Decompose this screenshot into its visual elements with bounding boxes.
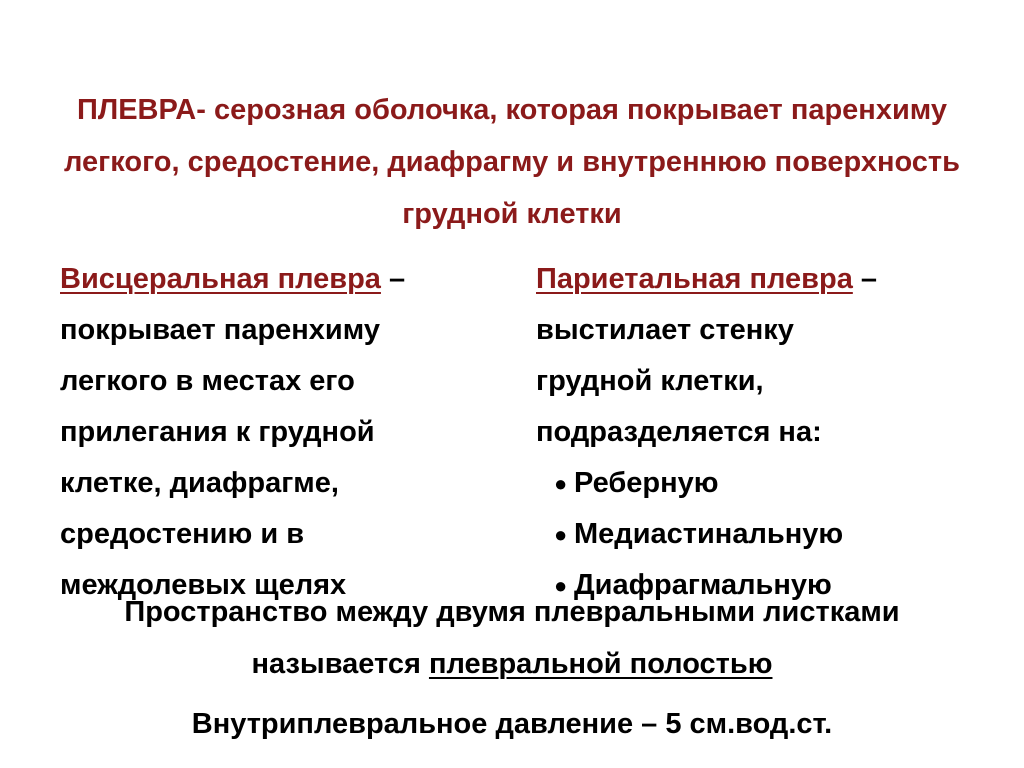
visceral-heading (60, 254, 500, 305)
list-item-label: Медиастинальную (574, 518, 844, 550)
title-term: ПЛЕВРА- (77, 94, 206, 126)
title-text: серозная оболочка, которая покрывает паренхиму легкого, средостение, диафрагму и внутреннюю поверхность грудной клетки (64, 94, 960, 230)
parietal-line: подразделяется на: (536, 416, 822, 448)
list-item-label: Диафрагмальную (574, 569, 832, 601)
visceral-line: покрывает паренхиму (60, 314, 380, 346)
visceral-line: легкого в местах его (60, 365, 355, 397)
parietal-line: грудной клетки, (536, 365, 764, 397)
intrapleural-pressure: Внутриплевральное давление – 5 см.вод.ст. (191, 708, 833, 740)
visceral-line: клетке, диафрагме, (60, 467, 339, 499)
slide-title (60, 84, 964, 240)
visceral-line: прилегания к грудной (60, 416, 375, 448)
visceral-line: средостению и в (60, 518, 305, 550)
cavity-term: плевральной полостью (428, 648, 773, 680)
visceral-line: междолевых щелях (60, 569, 347, 601)
list-item-label: Реберную (574, 467, 719, 499)
parietal-heading (536, 254, 976, 305)
pleural-cavity-definition (60, 586, 964, 690)
visceral-dash: – (380, 263, 406, 295)
parietal-line: выстилает стенку (536, 314, 794, 346)
parietal-pleura-block (536, 254, 976, 611)
cavity-text: Пространство между двумя плевральными листками называется (124, 596, 900, 680)
visceral-pleura-block (60, 254, 500, 611)
parietal-term: Париетальная плевра (536, 263, 853, 295)
bullet-icon: ● (554, 573, 568, 598)
list-item (536, 509, 976, 560)
list-item (536, 458, 976, 509)
visceral-term: Висцеральная плевра (60, 263, 381, 295)
bullet-icon: ● (554, 522, 568, 547)
parietal-dash: – (852, 263, 878, 295)
bullet-icon: ● (554, 471, 568, 496)
